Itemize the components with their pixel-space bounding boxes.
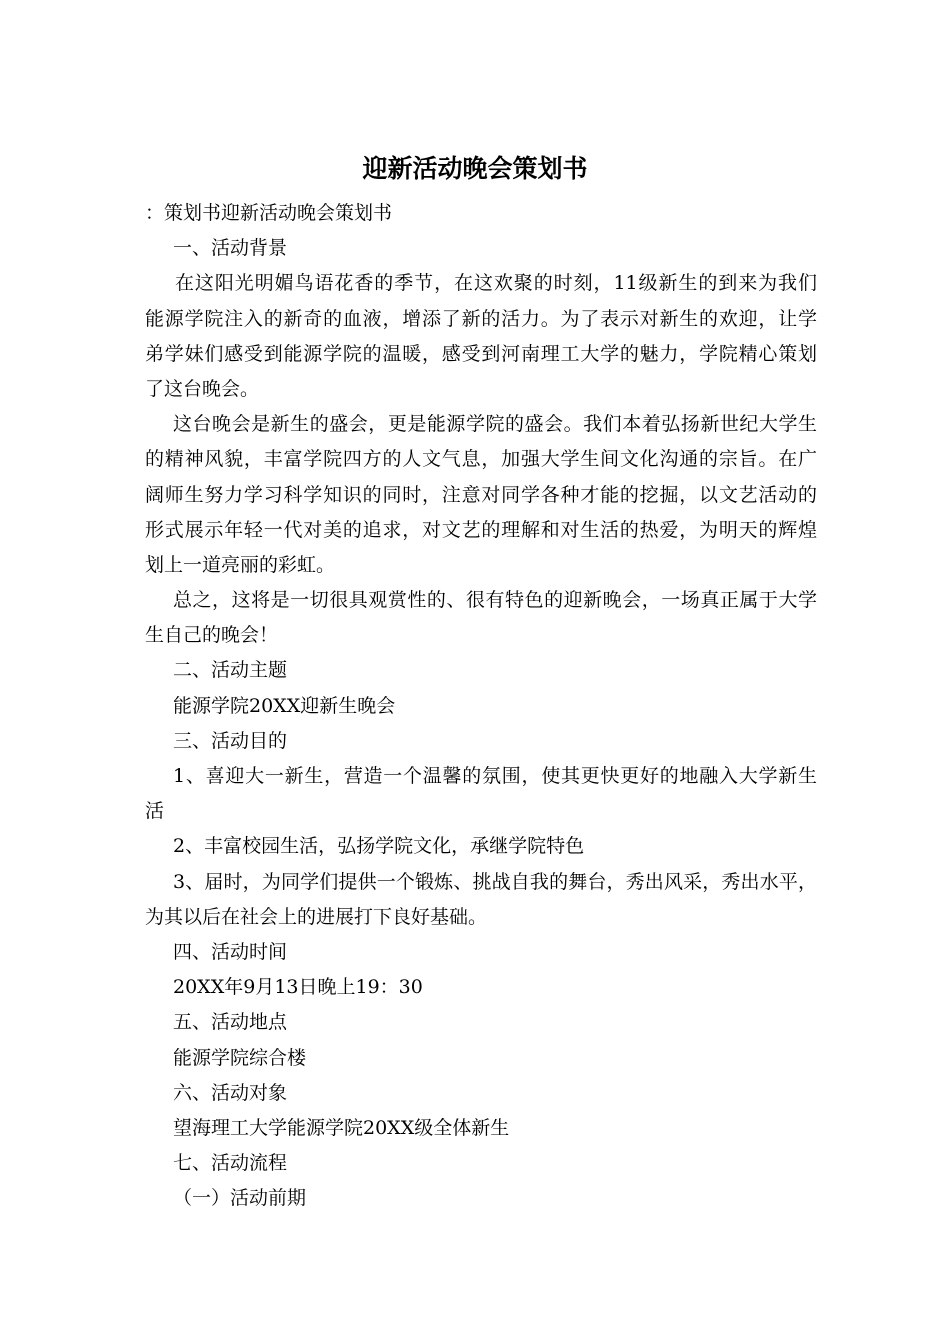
list-item: 2、丰富校园生活，弘扬学院文化，承继学院特色	[173, 835, 585, 858]
list-item-continuation: 活	[145, 800, 165, 823]
paragraph-line: 望海理工大学能源学院20XX级全体新生	[173, 1116, 510, 1139]
paragraph-line: 能源学院20XX迎新生晚会	[173, 694, 396, 717]
section-heading: 一、活动背景	[173, 237, 288, 260]
section-heading: 五、活动地点	[173, 1011, 288, 1034]
paragraph-line: 弟学妹们感受到能源学院的温暖，感受到河南理工大学的魅力，学院精心策划	[145, 342, 817, 365]
paragraph-line: 在这阳光明媚鸟语花香的季节，在这欢聚的时刻，11级新生的到来为我们	[175, 272, 817, 295]
paragraph-line: 的精神风貌，丰富学院四方的人文气息，加强大学生间文化沟通的宗旨。在广	[145, 448, 817, 471]
document-title: 迎新活动晚会策划书	[362, 154, 588, 183]
section-heading: 六、活动对象	[173, 1081, 288, 1104]
section-heading: 七、活动流程	[173, 1152, 288, 1175]
paragraph-line: 20XX年9月13日晚上19：30	[173, 976, 423, 999]
list-item-continuation: 为其以后在社会上的进展打下良好基础。	[145, 905, 488, 928]
paragraph-line: 能源学院注入的新奇的血液，增添了新的活力。为了表示对新生的欢迎，让学	[145, 307, 817, 330]
subsection-heading: （一）活动前期	[173, 1187, 307, 1210]
list-item: 3、届时，为同学们提供一个锻炼、挑战自我的舞台，秀出风采，秀出水平，	[173, 870, 817, 893]
paragraph-line: 能源学院综合楼	[173, 1046, 307, 1069]
paragraph-line: 总之，这将是一切很具观赏性的、很有特色的迎新晚会，一场真正属于大学	[173, 589, 817, 612]
list-item: 1、喜迎大一新生，营造一个温馨的氛围，使其更快更好的地融入大学新生	[173, 765, 817, 787]
paragraph-line: 了这台晚会。	[145, 377, 260, 400]
paragraph-line: 形式展示年轻一代对美的追求，对文艺的理解和对生活的热爱，为明天的辉煌	[145, 518, 817, 541]
section-heading: 三、活动目的	[173, 729, 288, 752]
section-heading: 四、活动时间	[173, 940, 288, 963]
paragraph-line: 阔师生努力学习科学知识的同时，注意对同学各种才能的挖掘，以文艺活动的	[145, 483, 817, 506]
section-heading: 二、活动主题	[173, 659, 288, 682]
paragraph-line: 生自己的晚会！	[145, 624, 279, 647]
document-body	[145, 196, 817, 1216]
subtitle-line: ：策划书迎新活动晚会策划书	[145, 202, 393, 224]
paragraph-line: 这台晚会是新生的盛会，更是能源学院的盛会。我们本着弘扬新世纪大学生	[173, 413, 817, 436]
paragraph-line: 划上一道亮丽的彩虹。	[145, 553, 336, 576]
